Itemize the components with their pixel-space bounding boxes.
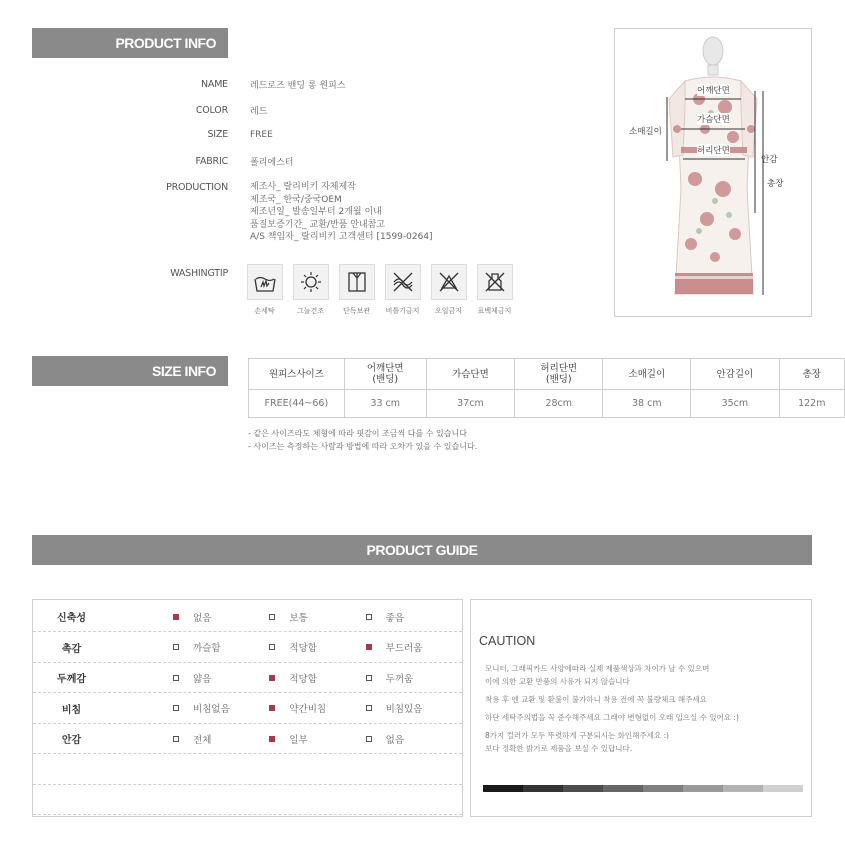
product-info-title: PRODUCT INFO <box>115 35 216 51</box>
unchecked-box-icon <box>366 736 372 742</box>
info-value: 레드 <box>250 106 268 117</box>
guide-option-label: 까슬함 <box>193 643 221 654</box>
color-swatch <box>603 785 643 792</box>
unchecked-box-icon <box>366 705 372 711</box>
production-line: 제조사_ 랄리비키 자체제작 <box>250 182 356 192</box>
info-row-name <box>108 78 346 91</box>
dress-illustration <box>615 29 811 316</box>
guide-option-label: 없음 <box>193 612 212 624</box>
info-label: SIZE <box>207 129 228 140</box>
caution-text <box>485 662 739 755</box>
info-value: FREE <box>250 129 273 140</box>
info-label: FABRIC <box>195 155 228 167</box>
guide-option-label: 적당함 <box>289 643 317 654</box>
measure-sleeve: 소매길이 <box>629 127 662 137</box>
caution-line: 보다 정확한 밝기로 제품을 보실 수 있답니다. <box>485 744 633 753</box>
color-swatch <box>723 785 763 792</box>
guide-option-label: 보통 <box>289 612 308 624</box>
guide-row <box>33 663 462 693</box>
washing-label: WASHINGTIP <box>170 268 228 279</box>
size-info-header <box>32 356 228 386</box>
washing-item <box>292 264 329 316</box>
dress-diagram <box>614 28 812 317</box>
unchecked-box-icon <box>366 614 372 620</box>
size-value-cell: 33 cm <box>344 390 426 418</box>
no-bleach-icon <box>477 264 513 300</box>
washing-caption: 손세탁 <box>254 307 275 315</box>
guide-option-label: 적당함 <box>289 673 317 685</box>
guide-option <box>269 701 365 715</box>
info-row-color <box>108 104 267 117</box>
production-line: 품질보증기간_ 교환/반품 안내참고 <box>250 219 385 230</box>
washing-icons <box>246 264 513 316</box>
shade-dry-icon <box>293 264 329 300</box>
guide-option-label: 좋음 <box>385 612 405 624</box>
product-guide-title: PRODUCT GUIDE <box>366 542 478 558</box>
guide-option <box>366 671 462 685</box>
no-ironing-icon <box>431 264 467 300</box>
size-header-cell: 원피스사이즈 <box>249 359 345 390</box>
size-value-cell: 28cm <box>515 390 603 418</box>
guide-option <box>366 640 462 654</box>
guide-empty-row <box>33 755 462 785</box>
size-note-2: - 사이즈는 측정하는 사람과 방법에 따라 오차가 있을 수 있습니다. <box>248 442 478 451</box>
color-swatch <box>643 785 683 792</box>
guide-option <box>269 732 365 746</box>
guide-empty-row <box>33 785 462 815</box>
no-wring-icon <box>385 264 421 300</box>
guide-option-label: 두꺼움 <box>385 673 414 685</box>
info-row-size <box>108 129 273 140</box>
washing-caption: 그늘건조 <box>296 307 325 315</box>
production-label: PRODUCTION <box>166 182 228 193</box>
guide-option <box>173 732 269 746</box>
guide-row-name: 두께감 <box>57 674 87 685</box>
color-swatches <box>483 785 803 792</box>
guide-option <box>173 671 269 685</box>
guide-row <box>33 724 462 754</box>
caution-line: 이에 의한 교환 반품의 사유가 되지 않습니다 <box>485 677 630 686</box>
size-header-cell: 가슴단면 <box>426 359 514 390</box>
info-value: 폴리에스터 <box>250 157 294 168</box>
info-row-fabric <box>108 155 293 168</box>
size-info-title: SIZE INFO <box>152 363 216 379</box>
color-swatch <box>523 785 563 792</box>
guide-option <box>173 640 269 654</box>
measure-armhole: 안감 <box>761 155 778 165</box>
size-header-cell: 안감길이 <box>691 359 779 390</box>
size-value-cell: 122m <box>779 390 844 418</box>
unchecked-box-icon <box>173 644 179 650</box>
guide-option-label: 비침없음 <box>193 704 230 715</box>
measure-shoulder: 어깨단면 <box>697 86 730 96</box>
size-value-cell: FREE(44~66) <box>249 390 345 418</box>
washing-caption: 단독보관 <box>342 307 371 315</box>
color-swatch <box>763 785 803 792</box>
product-guide-header <box>32 535 812 565</box>
guide-option <box>173 701 269 715</box>
color-swatch <box>683 785 723 792</box>
washing-item <box>246 264 283 316</box>
guide-row-name: 비침 <box>61 704 82 716</box>
guide-row-name: 촉감 <box>61 643 82 655</box>
guide-row <box>33 633 462 663</box>
guide-option-label: 비침있음 <box>385 704 423 715</box>
checked-box-icon <box>366 644 372 650</box>
measure-length: 총장 <box>767 179 784 189</box>
guide-option <box>269 610 365 624</box>
guide-option <box>366 701 462 715</box>
washing-caption: 오일금지 <box>434 307 463 315</box>
size-header-cell: 소매길이 <box>603 359 691 390</box>
hanger-store-icon <box>339 264 375 300</box>
washing-item <box>476 264 513 316</box>
size-header-cell: 어깨단면 (밴딩) <box>344 359 426 390</box>
unchecked-box-icon <box>173 675 179 681</box>
size-value-cell: 35cm <box>691 390 779 418</box>
hand-wash-icon <box>247 264 283 300</box>
guide-option-label: 약간비침 <box>289 704 327 715</box>
size-header-cell: 총장 <box>779 359 844 390</box>
info-label: COLOR <box>195 104 228 116</box>
washing-item <box>338 264 375 316</box>
checked-box-icon <box>173 614 179 620</box>
checked-box-icon <box>269 675 275 681</box>
size-table <box>248 358 845 418</box>
color-swatch <box>483 785 523 792</box>
caution-line: 8가지 컬러가 모두 뚜렷하게 구분되시는 화인해주세요 :) <box>485 731 669 740</box>
checked-box-icon <box>269 705 275 711</box>
unchecked-box-icon <box>269 644 275 650</box>
caution-line: 모니터, 그래픽카드 사양에따라 실제 제품색상과 차이가 날 수 있으며 <box>485 664 710 673</box>
caution-line: 착용 후 엔 교환 및 환불이 불가하니 착용 전에 꼭 불량체크 해주세요 <box>485 695 707 704</box>
color-swatch <box>563 785 603 792</box>
guide-option <box>269 671 365 685</box>
washing-item <box>430 264 467 316</box>
guide-option <box>366 610 462 624</box>
guide-option-label: 부드러움 <box>385 643 423 654</box>
production-line: 제조국_ 한국/중국OEM <box>250 194 342 205</box>
size-header-cell: 허리단면 (밴딩) <box>515 359 603 390</box>
guide-option-label: 일부 <box>289 734 308 746</box>
guide-option <box>173 610 269 624</box>
washing-caption: 비틀기금지 <box>385 307 420 315</box>
production-line: A/S 책임자_ 랄리비키 고객센터 [1599-0264] <box>250 232 433 242</box>
checked-box-icon <box>269 736 275 742</box>
caution-title: CAUTION <box>479 634 536 648</box>
guide-row <box>33 602 462 632</box>
product-info-header <box>32 28 228 58</box>
size-value-cell: 37cm <box>426 390 514 418</box>
caution-line: 하단 세탁주의법을 꼭 준수해주세요 그래야 변형없이 오래 입으실 수 있어요 :) <box>485 713 739 722</box>
washing-item <box>384 264 421 316</box>
unchecked-box-icon <box>173 736 179 742</box>
info-label: NAME <box>200 79 228 90</box>
info-value: 레드로즈 밴딩 롱 원피스 <box>250 81 346 91</box>
unchecked-box-icon <box>173 705 179 711</box>
guide-row <box>33 694 462 724</box>
production-line: 제조년일_ 발송일부터 2개월 이내 <box>250 207 382 217</box>
guide-row-name: 안감 <box>61 735 82 746</box>
caution-box <box>470 599 812 817</box>
guide-option <box>269 640 365 654</box>
measure-waist: 허리단면 <box>697 146 730 156</box>
unchecked-box-icon <box>366 675 372 681</box>
guide-option-label: 없음 <box>385 734 405 746</box>
size-value-cell: 38 cm <box>603 390 691 418</box>
size-note-1: - 같은 사이즈라도 체형에 따라 핏감이 조금씩 다를 수 있습니다 <box>248 429 467 438</box>
guide-row-name: 신축성 <box>57 613 87 624</box>
guide-option <box>366 732 462 746</box>
production-lines <box>250 181 433 244</box>
washing-caption: 표백제금지 <box>477 307 512 315</box>
guide-table <box>32 599 463 817</box>
measure-chest: 가슴단면 <box>697 115 730 125</box>
unchecked-box-icon <box>269 614 275 620</box>
guide-option-label: 얇음 <box>193 673 212 685</box>
guide-option-label: 전체 <box>193 734 212 746</box>
